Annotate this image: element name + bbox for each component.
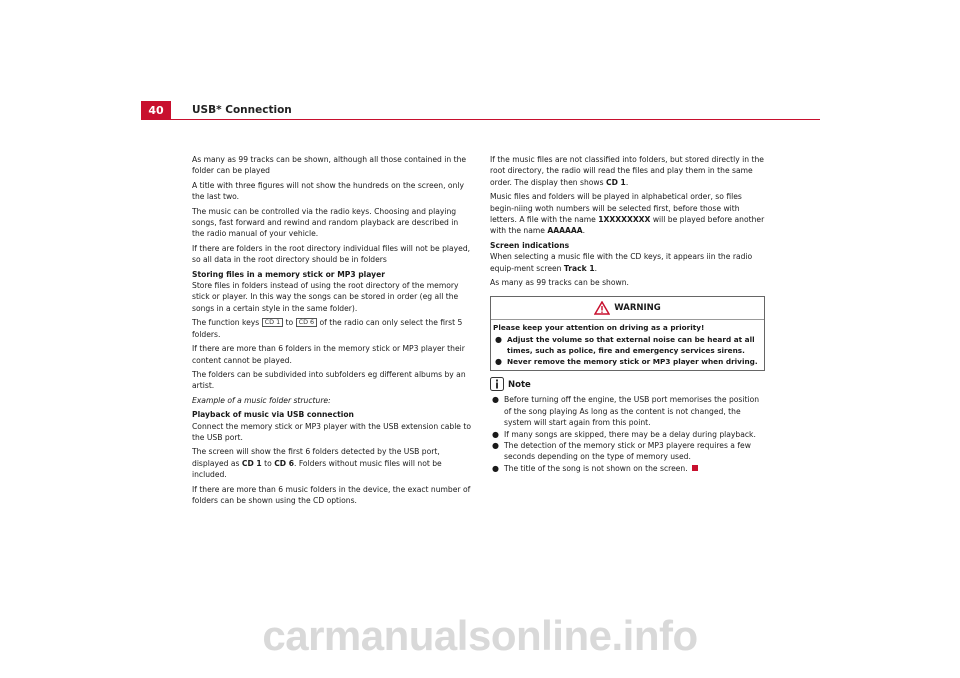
subheading-screen-indications: Screen indications	[490, 240, 570, 250]
paragraph: Store files in folders instead of using the root directory of the memory stick or player. In this way the songs can be stored in order (eg all the songs in a certain style in the same folder).	[192, 281, 459, 313]
warning-item	[493, 334, 762, 356]
bold-cd1: CD 1	[606, 177, 626, 187]
paragraph: If there are folders in the root directory individual files will not be played, so all data in the root directory should be in folders	[192, 243, 471, 265]
note-item	[490, 394, 765, 428]
bullet-icon: ●	[495, 357, 502, 367]
paragraph-alphabetical	[490, 191, 765, 237]
paragraph: If there are more than 6 music folders in the device, the exact number of folders can be shown using the CD options.	[192, 484, 471, 505]
info-note-icon	[490, 377, 504, 391]
warning-triangle-icon	[594, 301, 610, 315]
note-item-text: If many songs are skipped, there may be a delay during playback.	[504, 429, 756, 439]
paragraph: Connect the memory stick or MP3 player with the USB extension cable to the USB port.	[192, 421, 472, 442]
warning-box	[490, 296, 765, 371]
bullet-icon: ●	[492, 440, 499, 450]
text: .	[594, 263, 598, 273]
bullet-icon: ●	[492, 395, 499, 405]
paragraph-function-keys	[192, 317, 473, 340]
note-item-text: The detection of the memory stick or MP3 playere requires a few seconds depending on the type of memory used.	[504, 440, 751, 462]
key-cd6: CD 6	[296, 318, 317, 327]
section-title: USB* Connection	[192, 104, 292, 116]
text: to	[264, 458, 272, 468]
warning-body	[491, 320, 764, 370]
text: will be played before another with the name	[490, 215, 765, 236]
bold-track: Track 1	[563, 263, 595, 273]
paragraph: A title with three figures will not show the hundreds on the screen, only the last two.	[192, 180, 464, 202]
subheading-storing-files: Storing files in a memory stick or MP3 player	[192, 269, 386, 279]
left-column	[192, 154, 473, 509]
bullet-icon: ●	[492, 429, 499, 439]
paragraph-screen-folders	[192, 446, 473, 480]
paragraph: As many as 99 tracks can be shown, although all those contained in the folder can be played	[192, 155, 467, 176]
warning-header	[491, 297, 764, 320]
text: .	[582, 226, 586, 236]
warning-intro: Please keep your attention on driving as a priority!	[493, 323, 705, 333]
end-of-section-icon	[692, 465, 698, 471]
key-cd1: CD 1	[262, 318, 283, 327]
note-item-text: The title of the song is not shown on the screen.	[504, 463, 688, 473]
bold-filename-1: 1XXXXXXXX	[598, 215, 651, 225]
paragraph-root-directory	[490, 154, 765, 188]
warning-title: WARNING	[614, 303, 661, 314]
warning-item-text: Adjust the volume so that external noise can be heard at all times, such as police, fire and emergency services sirens.	[507, 334, 755, 355]
text: .	[625, 177, 629, 187]
watermark: carmanualsonline.info	[262, 612, 698, 659]
warning-item-text: Never remove the memory stick or MP3 player when driving.	[507, 357, 758, 367]
warning-title-wrap	[594, 297, 660, 319]
paragraph: If there are more than 6 folders in the memory stick or MP3 player their content cannot be played.	[192, 344, 465, 365]
header-rule	[141, 119, 820, 120]
paragraph-track	[490, 251, 765, 274]
bullet-icon: ●	[492, 463, 499, 473]
subheading-playback: Playback of music via USB connection	[192, 410, 354, 420]
text: Music files and folders will be played in alphabetical order, so files begin-niing woth numbers will be selected first, before those with letters. A file with the name	[490, 192, 742, 225]
bold-cd1: CD 1	[241, 458, 262, 468]
text: The function keys	[192, 318, 260, 328]
bold-cd6: CD 6	[274, 458, 294, 468]
note-item	[490, 440, 765, 463]
page-number: 40	[141, 101, 171, 120]
paragraph: As many as 99 tracks can be shown.	[490, 278, 629, 288]
note-item	[490, 429, 765, 440]
page-header	[141, 101, 820, 120]
note-item-text: Before turning off the engine, the USB port memorises the position of the song playing As long as the content is not changed, the system will start again from this point.	[504, 395, 760, 428]
bullet-icon: ●	[495, 334, 502, 344]
right-column	[490, 154, 765, 474]
text: of the radio can only select the first 5 folders.	[192, 318, 463, 339]
paragraph: The music can be controlled via the radio keys. Choosing and playing songs, fast forward and rewind and random playback are described in the radio manual of your vehicle.	[192, 206, 459, 239]
note-title: Note	[508, 379, 531, 390]
example-caption: Example of a music folder structure:	[192, 395, 331, 405]
text: The screen will show the first 6 folders detected by the USB port, displayed as	[192, 447, 440, 468]
note-header	[490, 377, 765, 391]
paragraph: The folders can be subdivided into subfolders eg different albums by an artist.	[192, 369, 466, 391]
bold-filename-2: AAAAAA	[547, 226, 583, 236]
text: If the music files are not classified into folders, but stored directly in the root directory, the radio will read the files and play them in the same order. The display then shows	[490, 155, 764, 187]
text: When selecting a music file with the CD keys, it appears iin the radio equip-ment screen	[490, 252, 753, 273]
text: . Folders without music files will not be included.	[192, 458, 442, 480]
note-item	[490, 463, 765, 474]
warning-item	[493, 356, 762, 367]
text: to	[285, 318, 294, 328]
